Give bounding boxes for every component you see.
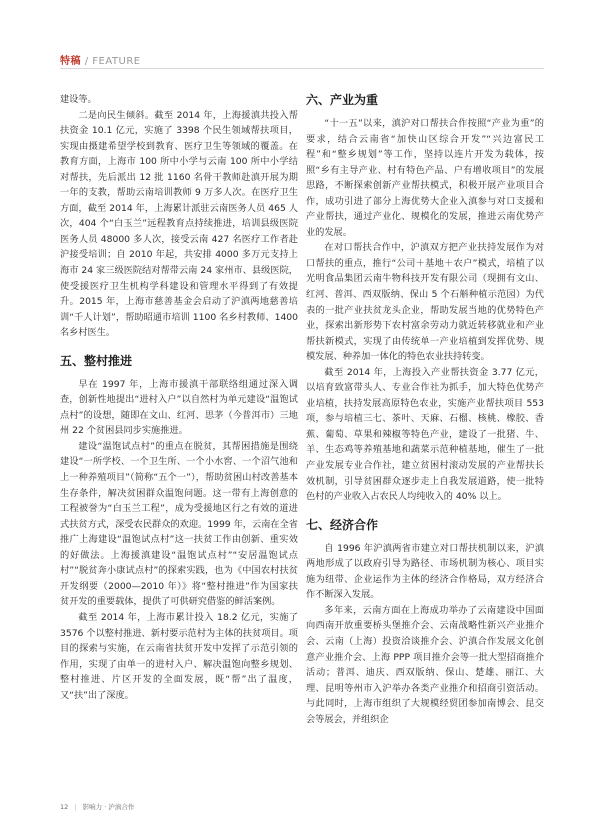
paragraph: 多年来，云南方面在上海成功举办了云南建设中国面向西南开放重要桥头堡推介会、云南战略性新兴产业推介会、云南（上海）投资洽谈推介会、沪滇合作发展文化创意产业推介会、上海 PPP 项目推介会等一批大型招商推介活动；普洱、迪庆、西双版纳、保山、楚雄、丽江、大理、昆明等州市入沪举办各类产业推介和招商引资活动。与此同时，上海市组织了大规模经贸团参加南博会、昆交会等展会，并组织企 — [306, 604, 544, 725]
paragraph: 截至 2014 年，上海市累计投入 18.2 亿元，实施了 3576 个以整村推进、新村要示范村为主体的扶贫项目。项目的探索与实施，在云南省扶贫开发中发挥了示范引领的作用，实现了由单一的进村入户、解决温饱向整乡规划、整村推进、片区开发的全面发展，既“帮”出了温度，又“扶”出了深度。 — [60, 611, 298, 701]
section-heading-6: 六、产业为重 — [306, 93, 379, 107]
footer-divider: | — [74, 803, 77, 811]
header-divider — [60, 68, 544, 69]
paragraph: 在对口帮扶合作中，沪滇双方把产业扶持发展作为对口帮扶的重点，推行“公司＋基地＋农户”模式，培植了以光明食品集团云南牛物科技开发有限公司（现拥有文山、红河、普洱、西双版纳、保山 5 个石斛种植示范园）为代表的一批产业扶贫龙头企业，帮助发展当地的优势特色产业，探索出新形势下农村富余劳动力就近转移就业和产业帮扶新模式，实现了由传统单一产业培植到发挥优势、规模发展、种养加一体化的特色农业扶持转变。 — [306, 242, 544, 363]
paragraph: 建设等。 — [60, 94, 97, 105]
section-header — [60, 52, 141, 67]
section-heading-5: 五、整村推进 — [60, 353, 133, 368]
section-tag: 特稿 — [60, 56, 81, 67]
paragraph: 早在 1997 年，上海市援滇干部联络组通过深入调查，创新性地提出“进村入户”以自然村为单元建设“温饱试点村”的设想，随即在文山、红河、思茅（今普洱市）三地州 22 个贫困县同步实施推进。 — [60, 378, 298, 437]
section-english: FEATURE — [92, 56, 141, 67]
page-number: 12 — [60, 803, 69, 811]
paragraph: 自 1996 年沪滇两省市建立对口帮扶机制以来，沪滇两地形成了以政府引导为路径、市场机制为核心、项目实施为纽带、企业运作为主体的经济合作格局，双方经济合作不断深入发展。 — [306, 542, 544, 601]
paragraph: 建设“温饱试点村”的重点在脱贫，其帮困措施是围绕建设“一所学校、一个卫生所、一个小水窖、一个沼气池和上一种养殖项目”（简称“五个一”），帮助贫困山村改善基本生存条件，解决贫困群众温饱问题。这一带有上海创意的工程被誉为“白玉兰工程”，成为受援地区行之有效的道进式扶贫方式，深受农民群众的欢迎。1999 年，云南在全省推广上海建设“温饱试点村”这一扶贫工作由创新、重实效的好做法。上海援滇建设“温饱试点村”“安居温饱试点村”“脱贫奔小康试点村”的探索实践，也为《中国农村扶贫开发纲要（2000—2010 年）》将“整村推进”作为国家扶贫开发的重要载体，提供了可供研究借鉴的鲜活案例。 — [60, 440, 298, 608]
paragraph: 二是向民生倾斜。截至 2014 年，上海援滇共投入帮扶资金 10.1 亿元，实施了 3398 个民生领域帮扶项目，实现由摄建希望学校到教育、医疗卫生等领域的覆盖。在教育方面，上海市 100 所中小学与云南 100 所中小学结对帮扶，先后派出 12 批 1160 名骨干教师赴滇开展为期一年的支教，帮助云南培训教师 9 万多人次。在医疗卫生方面，截至 2014 年，上海累计派驻云南医务人员 465 人次，404 个“白玉兰”远程教育点持续推进，培训县级医院医务人员 48000 多人次，接受云南 427 名医疗工作者赴沪接受培训；自 2010 年起，共安排 4000 多万元支持上海市 24 家三级医院结对帮带云南 24 家州市、县级医院，使受援医疗卫生机构学科建设和管理水平得到了有效提升。2015 年，上海市慈善基金会启动了沪滇两地慈善培训“千人计划”，帮助昭通市培训 1100 名乡村教师、1400 名乡村医生。 — [60, 109, 298, 339]
right-column — [306, 92, 544, 727]
paragraph: “十一五”以来，滇沪对口帮扶合作按照“产业为重”的要求，结合云南省“加快山区综合开发”“兴边富民工程”和“整乡规划”等工作，坚持以连片开发为载体，按照“乡有主导产业、村有特色产品、户有增收项目”的发展思路，不断探索创新产业帮扶模式，积极开展产业项目合作，成功引进了部分上海优势大企业入滇参与对口支援和产业帮扶，通过产业化、规模化的发展，推进云南优势产业的发展。 — [306, 118, 544, 238]
left-column — [60, 92, 298, 703]
paragraph: 截至 2014 年，上海投入产业帮扶资金 3.77 亿元，以培育致富带头人、专业合作社为抓手，加大特色优势产业培植，扶持发展高原特色农业，实施产业帮扶项目 553 项，参与培植三七、茶叶、天麻、石榴、核桃、橡胶、香蕉、葡萄、草果和辣椒等特色产业，建设了一批猪、牛、羊、生态鸡等养殖基地和蔬菜示范种植基地，催生了一批产业发展专业合作社，建立贫困村滚动发展的产业帮扶长效机制，引导贫困群众逐步走上自我发展道路，使一批特色村的产业收入占农民人均纯收入的 40% 以上。 — [306, 366, 544, 503]
page-footer — [60, 802, 134, 811]
header-separator: / — [84, 56, 89, 67]
publication-name: 影响力 · 沪滇合作 — [82, 803, 135, 811]
section-heading-7: 七、经济合作 — [306, 517, 379, 532]
